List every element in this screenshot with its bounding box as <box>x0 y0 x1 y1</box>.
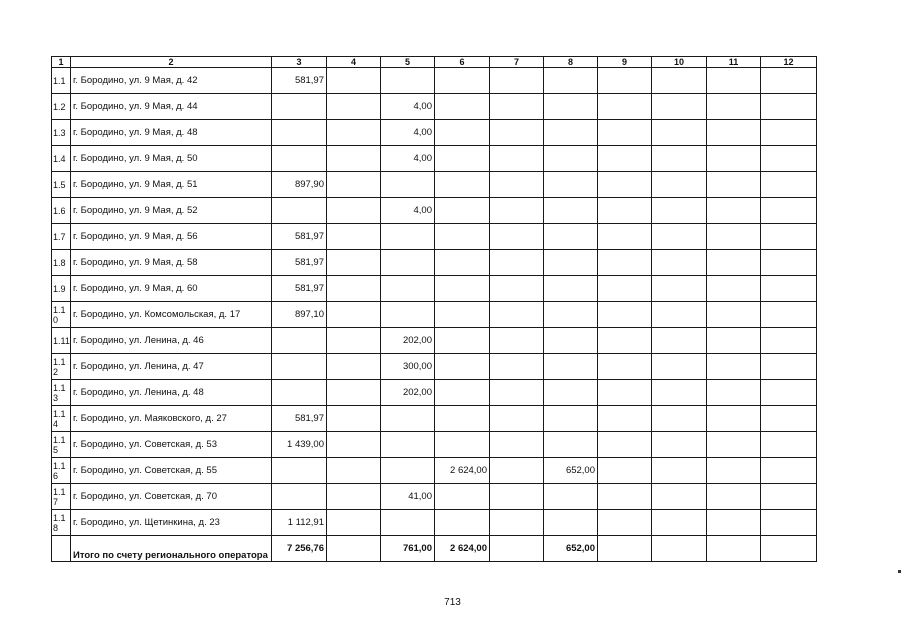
value-cell: 581,97 <box>272 68 327 94</box>
empty-cell <box>652 276 707 302</box>
value-cell <box>381 406 435 432</box>
value-cell <box>435 380 490 406</box>
value-cell <box>381 510 435 536</box>
value-cell <box>381 68 435 94</box>
empty-cell <box>761 68 817 94</box>
column-header: 8 <box>544 57 598 68</box>
page-number: 713 <box>444 597 461 608</box>
table-row <box>52 276 817 302</box>
value-cell <box>435 484 490 510</box>
value-cell <box>435 432 490 458</box>
address-cell: г. Бородино, ул. 9 Мая, д. 60 <box>71 276 272 302</box>
value-cell: 652,00 <box>544 458 598 484</box>
value-cell <box>544 198 598 224</box>
value-cell <box>544 432 598 458</box>
table-row <box>52 484 817 510</box>
column-header: 11 <box>707 57 761 68</box>
value-cell: 202,00 <box>381 380 435 406</box>
table-row <box>52 198 817 224</box>
empty-cell <box>707 198 761 224</box>
empty-cell <box>761 276 817 302</box>
value-cell: 4,00 <box>381 146 435 172</box>
value-cell <box>490 172 544 198</box>
value-cell: 897,10 <box>272 302 327 328</box>
address-cell: г. Бородино, ул. 9 Мая, д. 51 <box>71 172 272 198</box>
column-header: 5 <box>381 57 435 68</box>
value-cell <box>435 198 490 224</box>
value-cell <box>490 276 544 302</box>
address-cell: г. Бородино, ул. Маяковского, д. 27 <box>71 406 272 432</box>
column-header: 4 <box>327 57 381 68</box>
empty-cell <box>761 120 817 146</box>
row-number: 1.18 <box>52 510 71 536</box>
value-cell <box>490 458 544 484</box>
empty-cell <box>652 68 707 94</box>
row-number: 1.5 <box>52 172 71 198</box>
column-header: 7 <box>490 57 544 68</box>
empty-cell <box>598 224 652 250</box>
empty-cell <box>652 250 707 276</box>
empty-cell <box>598 406 652 432</box>
table-row <box>52 406 817 432</box>
address-cell: г. Бородино, ул. 9 Мая, д. 56 <box>71 224 272 250</box>
table-row <box>52 380 817 406</box>
value-cell <box>381 224 435 250</box>
empty-cell <box>761 146 817 172</box>
table-row <box>52 172 817 198</box>
empty-cell <box>707 146 761 172</box>
row-number: 1.10 <box>52 302 71 328</box>
address-cell: г. Бородино, ул. 9 Мая, д. 52 <box>71 198 272 224</box>
empty-cell <box>761 432 817 458</box>
empty-cell <box>761 224 817 250</box>
value-cell <box>544 146 598 172</box>
value-cell <box>544 94 598 120</box>
empty-cell <box>652 510 707 536</box>
empty-cell <box>707 380 761 406</box>
value-cell <box>435 276 490 302</box>
address-cell: г. Бородино, ул. Ленина, д. 48 <box>71 380 272 406</box>
row-number: 1.8 <box>52 250 71 276</box>
value-cell <box>490 328 544 354</box>
value-cell <box>327 458 381 484</box>
value-cell <box>490 198 544 224</box>
value-cell <box>490 224 544 250</box>
value-cell <box>490 94 544 120</box>
value-cell <box>544 276 598 302</box>
empty-cell <box>652 94 707 120</box>
value-cell <box>544 302 598 328</box>
empty-cell <box>598 146 652 172</box>
value-cell <box>435 146 490 172</box>
address-cell: г. Бородино, ул. 9 Мая, д. 48 <box>71 120 272 146</box>
value-cell <box>435 510 490 536</box>
value-cell <box>490 484 544 510</box>
value-cell <box>327 276 381 302</box>
row-number: 1.12 <box>52 354 71 380</box>
value-cell <box>544 172 598 198</box>
value-cell: 4,00 <box>381 198 435 224</box>
value-cell <box>327 380 381 406</box>
table-row <box>52 354 817 380</box>
column-header: 9 <box>598 57 652 68</box>
value-cell <box>381 276 435 302</box>
empty-cell <box>707 94 761 120</box>
total-value-cell <box>490 536 544 562</box>
empty-cell <box>707 120 761 146</box>
value-cell <box>272 484 327 510</box>
value-cell <box>435 68 490 94</box>
column-header: 12 <box>761 57 817 68</box>
table-row <box>52 458 817 484</box>
empty-cell <box>598 120 652 146</box>
value-cell <box>490 146 544 172</box>
value-cell <box>381 432 435 458</box>
total-row <box>52 536 817 562</box>
row-number: 1.17 <box>52 484 71 510</box>
address-cell: г. Бородино, ул. Ленина, д. 46 <box>71 328 272 354</box>
table-row <box>52 120 817 146</box>
table-row <box>52 146 817 172</box>
table-row <box>52 302 817 328</box>
value-cell <box>490 250 544 276</box>
value-cell <box>544 250 598 276</box>
row-number: 1.3 <box>52 120 71 146</box>
table-row <box>52 432 817 458</box>
value-cell: 1 112,91 <box>272 510 327 536</box>
value-cell: 300,00 <box>381 354 435 380</box>
value-cell <box>435 250 490 276</box>
table-row <box>52 68 817 94</box>
empty-cell <box>761 94 817 120</box>
value-cell <box>327 68 381 94</box>
empty-cell <box>707 484 761 510</box>
row-number: 1.9 <box>52 276 71 302</box>
row-number: 1.4 <box>52 146 71 172</box>
value-cell: 581,97 <box>272 406 327 432</box>
address-cell: г. Бородино, ул. 9 Мая, д. 44 <box>71 94 272 120</box>
value-cell <box>381 458 435 484</box>
value-cell <box>544 328 598 354</box>
value-cell <box>490 120 544 146</box>
value-cell: 581,97 <box>272 250 327 276</box>
value-cell <box>435 302 490 328</box>
value-cell <box>327 94 381 120</box>
empty-cell <box>652 172 707 198</box>
value-cell <box>272 120 327 146</box>
empty-cell <box>652 224 707 250</box>
total-value-cell: 7 256,76 <box>272 536 327 562</box>
value-cell <box>490 68 544 94</box>
empty-cell <box>598 484 652 510</box>
value-cell: 897,90 <box>272 172 327 198</box>
empty-cell <box>598 380 652 406</box>
column-header: 3 <box>272 57 327 68</box>
value-cell <box>327 198 381 224</box>
column-header: 6 <box>435 57 490 68</box>
empty-cell <box>761 458 817 484</box>
total-value-cell: 652,00 <box>544 536 598 562</box>
row-number: 1.13 <box>52 380 71 406</box>
table-row <box>52 510 817 536</box>
row-number: 1.15 <box>52 432 71 458</box>
value-cell <box>327 172 381 198</box>
empty-cell <box>707 224 761 250</box>
empty-cell <box>707 432 761 458</box>
value-cell <box>544 510 598 536</box>
empty-cell <box>652 406 707 432</box>
address-cell: г. Бородино, ул. Советская, д. 53 <box>71 432 272 458</box>
empty-cell <box>761 302 817 328</box>
value-cell <box>435 94 490 120</box>
total-label: Итого по счету регионального оператора <box>71 536 272 562</box>
value-cell: 4,00 <box>381 94 435 120</box>
value-cell <box>544 68 598 94</box>
value-cell <box>381 302 435 328</box>
value-cell <box>327 432 381 458</box>
row-number: 1.16 <box>52 458 71 484</box>
value-cell <box>272 380 327 406</box>
value-cell <box>327 120 381 146</box>
header-row <box>52 57 817 68</box>
value-cell <box>490 302 544 328</box>
empty-cell <box>761 406 817 432</box>
value-cell <box>544 224 598 250</box>
empty-cell <box>652 302 707 328</box>
total-value-cell: 2 624,00 <box>435 536 490 562</box>
empty-cell <box>707 406 761 432</box>
value-cell <box>327 302 381 328</box>
empty-cell <box>598 302 652 328</box>
table-row <box>52 94 817 120</box>
empty-cell <box>598 68 652 94</box>
total-value-cell: 761,00 <box>381 536 435 562</box>
value-cell <box>327 250 381 276</box>
value-cell <box>544 380 598 406</box>
value-cell <box>490 510 544 536</box>
value-cell: 41,00 <box>381 484 435 510</box>
empty-cell <box>707 68 761 94</box>
empty-cell <box>598 250 652 276</box>
value-cell <box>490 432 544 458</box>
row-number: 1.1 <box>52 68 71 94</box>
address-cell: г. Бородино, ул. Советская, д. 55 <box>71 458 272 484</box>
value-cell <box>272 328 327 354</box>
value-cell <box>435 120 490 146</box>
empty-cell <box>598 536 652 562</box>
value-cell <box>272 354 327 380</box>
column-header: 2 <box>71 57 272 68</box>
address-cell: г. Бородино, ул. 9 Мая, д. 42 <box>71 68 272 94</box>
empty-cell <box>652 354 707 380</box>
empty-cell <box>652 536 707 562</box>
table-row <box>52 224 817 250</box>
empty-cell <box>598 94 652 120</box>
empty-cell <box>707 354 761 380</box>
value-cell <box>490 354 544 380</box>
value-cell <box>381 250 435 276</box>
empty-cell <box>652 458 707 484</box>
value-cell <box>327 328 381 354</box>
row-number: 1.6 <box>52 198 71 224</box>
address-cell: г. Бородино, ул. Ленина, д. 47 <box>71 354 272 380</box>
value-cell <box>327 406 381 432</box>
value-cell <box>544 484 598 510</box>
row-number: 1.11 <box>52 328 71 354</box>
empty-cell <box>598 432 652 458</box>
empty-cell <box>707 536 761 562</box>
empty-cell <box>652 380 707 406</box>
address-cell: г. Бородино, ул. Советская, д. 70 <box>71 484 272 510</box>
empty-cell <box>761 536 817 562</box>
empty-cell <box>652 120 707 146</box>
empty-cell <box>761 354 817 380</box>
empty-cell <box>598 354 652 380</box>
empty-cell <box>707 250 761 276</box>
empty-cell <box>52 536 71 562</box>
empty-cell <box>598 328 652 354</box>
empty-cell <box>761 198 817 224</box>
value-cell <box>327 484 381 510</box>
value-cell <box>327 146 381 172</box>
empty-cell <box>707 302 761 328</box>
value-cell <box>544 406 598 432</box>
empty-cell <box>652 146 707 172</box>
empty-cell <box>707 172 761 198</box>
value-cell <box>435 328 490 354</box>
row-number: 1.7 <box>52 224 71 250</box>
empty-cell <box>598 276 652 302</box>
table-row <box>52 250 817 276</box>
empty-cell <box>652 328 707 354</box>
empty-cell <box>707 276 761 302</box>
empty-cell <box>761 484 817 510</box>
value-cell <box>272 458 327 484</box>
empty-cell <box>598 198 652 224</box>
empty-cell <box>707 510 761 536</box>
empty-cell <box>652 432 707 458</box>
data-table <box>51 56 817 562</box>
value-cell <box>544 120 598 146</box>
column-header: 10 <box>652 57 707 68</box>
value-cell: 581,97 <box>272 224 327 250</box>
address-cell: г. Бородино, ул. 9 Мая, д. 50 <box>71 146 272 172</box>
table-row <box>52 328 817 354</box>
empty-cell <box>761 328 817 354</box>
column-header: 1 <box>52 57 71 68</box>
value-cell <box>435 224 490 250</box>
value-cell: 4,00 <box>381 120 435 146</box>
address-cell: г. Бородино, ул. Комсомольская, д. 17 <box>71 302 272 328</box>
value-cell: 2 624,00 <box>435 458 490 484</box>
value-cell <box>435 406 490 432</box>
row-number: 1.14 <box>52 406 71 432</box>
value-cell <box>544 354 598 380</box>
value-cell <box>381 172 435 198</box>
value-cell <box>272 146 327 172</box>
address-cell: г. Бородино, ул. 9 Мая, д. 58 <box>71 250 272 276</box>
value-cell <box>272 198 327 224</box>
empty-cell <box>761 250 817 276</box>
empty-cell <box>598 458 652 484</box>
value-cell <box>435 172 490 198</box>
value-cell: 581,97 <box>272 276 327 302</box>
value-cell <box>490 406 544 432</box>
empty-cell <box>598 510 652 536</box>
empty-cell <box>652 484 707 510</box>
empty-cell <box>761 510 817 536</box>
value-cell: 202,00 <box>381 328 435 354</box>
value-cell <box>490 380 544 406</box>
total-value-cell <box>327 536 381 562</box>
value-cell <box>327 224 381 250</box>
value-cell <box>327 510 381 536</box>
row-number: 1.2 <box>52 94 71 120</box>
empty-cell <box>598 172 652 198</box>
address-cell: г. Бородино, ул. Щетинкина, д. 23 <box>71 510 272 536</box>
empty-cell <box>652 198 707 224</box>
margin-mark <box>898 570 901 573</box>
empty-cell <box>761 380 817 406</box>
value-cell: 1 439,00 <box>272 432 327 458</box>
empty-cell <box>707 328 761 354</box>
value-cell <box>327 354 381 380</box>
empty-cell <box>761 172 817 198</box>
value-cell <box>272 94 327 120</box>
value-cell <box>435 354 490 380</box>
empty-cell <box>707 458 761 484</box>
